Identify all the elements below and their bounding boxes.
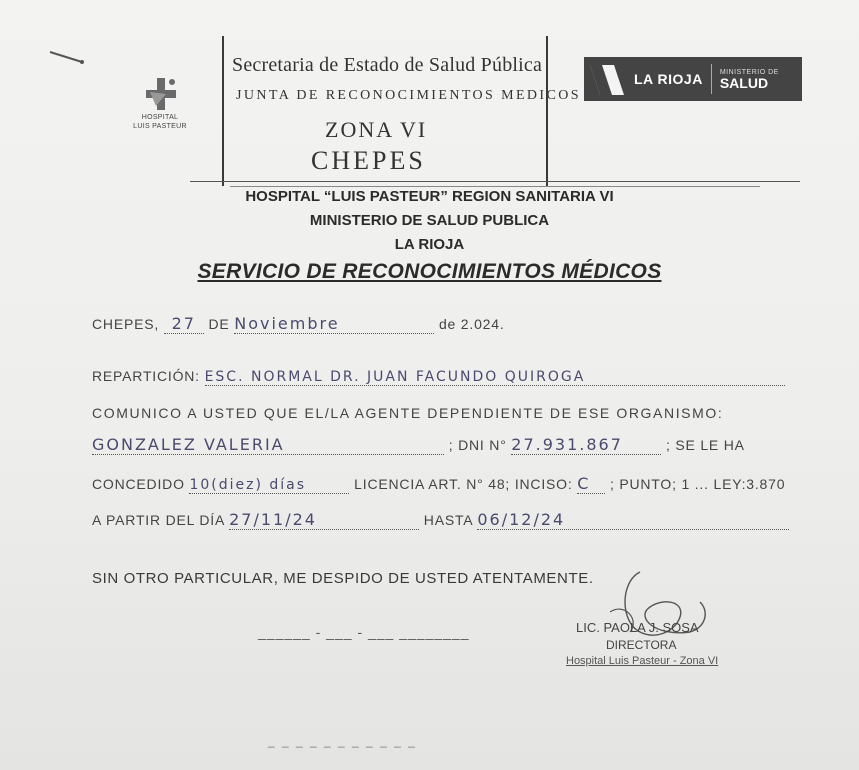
month-value: Noviembre xyxy=(234,314,434,334)
stamp-line-3: ZONA VI xyxy=(325,117,428,142)
licencia-text: LICENCIA ART. N° 48; INCISO: xyxy=(354,476,573,492)
year-label: de 2.024. xyxy=(438,316,505,332)
dni-value: 27.931.867 xyxy=(511,435,661,455)
period-line xyxy=(92,510,789,530)
hospital-logo-label-1: HOSPITAL xyxy=(141,114,179,121)
signature-name: LIC. PAOLA J. SOSA xyxy=(576,620,699,635)
signature-dashes: ______ - ___ - ___ ________ xyxy=(258,624,470,640)
closing-line: SIN OTRO PARTICULAR, ME DESPIDO DE USTED ATENTAMENTE. xyxy=(92,570,594,587)
stamp-line-2: JUNTA DE RECONOCIMIENTOS MEDICOS xyxy=(236,88,581,103)
punto-text: ; PUNTO; 1 ... LEY:3.870 xyxy=(609,476,786,492)
concedido-label: CONCEDIDO xyxy=(92,476,185,492)
header-line-1: HOSPITAL “LUIS PASTEUR” REGION SANITARIA VI xyxy=(245,188,614,205)
date-line xyxy=(92,314,505,334)
badge-ministry-big: SALUD xyxy=(719,74,769,91)
pin-mark-icon xyxy=(48,48,88,68)
badge-ministry xyxy=(720,69,779,90)
stamp-line-1: Secretaria de Estado de Salud Pública xyxy=(232,54,543,76)
agent-name-value: GONZALEZ VALERIA xyxy=(92,435,444,455)
agent-line xyxy=(92,435,745,455)
from-date-value: 27/11/24 xyxy=(229,510,419,530)
footer-dashes: _ _ _ _ _ _ _ _ _ _ _ xyxy=(268,734,417,748)
header-line-3: LA RIOJA xyxy=(394,236,465,253)
day-value: 27 xyxy=(164,314,204,334)
badge-province: LA RIOJA xyxy=(634,71,703,87)
signature-role: DIRECTORA xyxy=(606,638,677,652)
inciso-value: C xyxy=(577,474,605,494)
reparticion-value: ESC. NORMAL DR. JUAN FACUNDO QUIROGA xyxy=(205,369,785,386)
reparticion-label: REPARTICIÓN: xyxy=(92,368,200,384)
hospital-logo-label xyxy=(100,113,220,131)
hospital-logo-label-2: LUIS PASTEUR xyxy=(133,123,187,130)
ministry-badge xyxy=(584,57,802,101)
header-rule xyxy=(190,181,800,182)
days-value: 10(diez) días xyxy=(189,477,349,494)
reparticion-line xyxy=(92,368,785,386)
se-le-ha-label: ; SE LE HA xyxy=(666,437,745,453)
apartir-label: A PARTIR DEL DÍA xyxy=(92,512,225,528)
comunico-line: COMUNICO A USTED QUE EL/LA AGENTE DEPENDIENTE DE ESE ORGANISMO: xyxy=(92,405,724,421)
place-label: CHEPES, xyxy=(92,316,160,332)
de-label: DE xyxy=(208,316,230,332)
hasta-label: HASTA xyxy=(423,512,473,528)
stamp-line-4: CHEPES xyxy=(311,146,426,175)
badge-divider xyxy=(711,64,712,94)
to-date-value: 06/12/24 xyxy=(477,510,789,530)
concedido-line xyxy=(92,474,785,494)
header-rule-2 xyxy=(230,186,760,187)
badge-ministry-small: MINISTERIO DE xyxy=(719,68,779,76)
dni-label: ; DNI N° xyxy=(448,437,507,453)
la-rioja-flag-icon xyxy=(584,57,628,101)
document-title: SERVICIO DE RECONOCIMIENTOS MÉDICOS xyxy=(197,260,662,283)
signature-hospital: Hospital Luis Pasteur - Zona VI xyxy=(566,655,719,667)
header-line-2: MINISTERIO DE SALUD PUBLICA xyxy=(309,212,550,229)
